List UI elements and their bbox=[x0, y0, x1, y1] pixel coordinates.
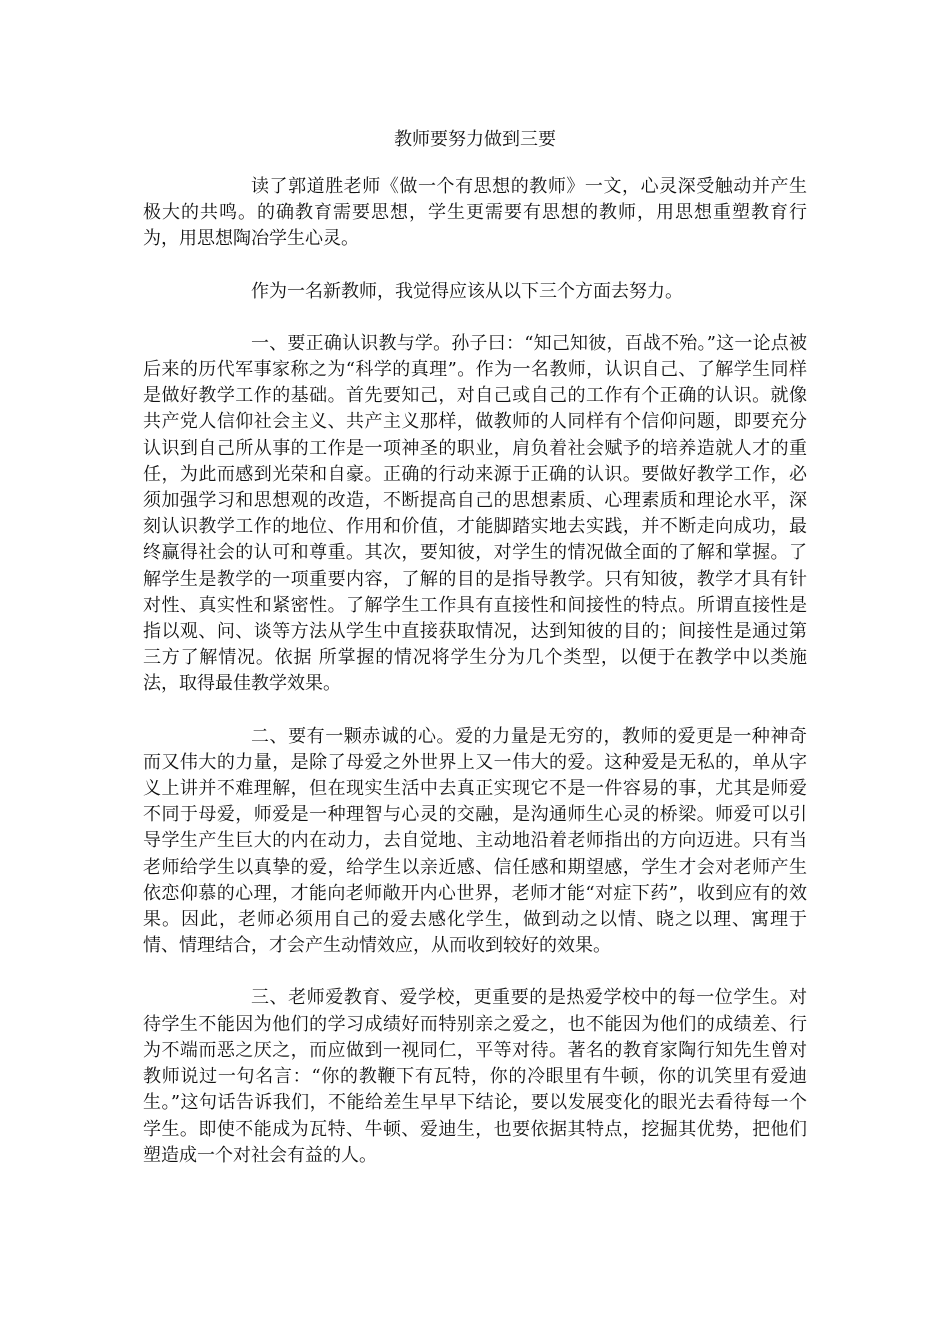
document-body bbox=[143, 174, 807, 1195]
paragraph-outline: 作为一名新教师，我觉得应该从以下三个方面去努力。 bbox=[251, 280, 683, 302]
paragraph-point-two: 二、要有一颗赤诚的心。爱的力量是无穷的，教师的爱更是一种神奇而又伟大的力量，是除了母爱之外世界上又一伟大的爱。这种爱是无私的，单从字义上讲并不难理解，但在现实生活中去真正实现它不是一件容易的事，尤其是师爱不同于母爱，师爱是一种理智与心灵的交融，是沟通师生心灵的桥梁。师爱可以引导学生产生巨大的内在动力，去自觉地、主动地沿着老师指出的方向迈进。只有当老师给学生以真挚的爱，给学生以亲近感、信任感和期望感，学生才会对老师产生依恋仰慕的心理，才能向老师敞开内心世界，老师才能“对症下药”，收到应有的效果。因此，老师必须用自己的爱去感化学生，做到动之以情、晓之以理、寓理于情、情理结合，才会产生动情效应，从而收到较好的效果。 bbox=[143, 725, 807, 957]
paragraph-point-one: 一、要正确认识教与学。孙子曰：“知己知彼，百战不殆。”这一论点被后来的历代军事家称之为“科学的真理”。作为一名教师，认识自己、了解学生同样是做好教学工作的基础。首先要知己，对自己或自己的工作有个正确的认识。就像共产党人信仰社会主义、共产主义那样，做教师的人同样有个信仰问题，即要充分认识到自己所从事的工作是一项神圣的职业，肩负着社会赋予的培养造就人才的重任，为此而感到光荣和自豪。正确的行动来源于正确的认识。要做好教学工作，必须加强学习和思想观的改造，不断提高自己的思想素质、心理素质和理论水平，深刻认识教学工作的地位、作用和价值，才能脚踏实地去实践，并不断走向成功，最终赢得社会的认可和尊重。其次，要知彼，对学生的情况做全面的了解和掌握。了解学生是教学的一项重要内容，了解的目的是指导教学。只有知彼，教学才具有针对性、真实性和紧密性。了解学生工作具有直接性和间接性的特点。所谓直接性是指以观、问、谈等方法从学生中直接获取情况，达到知彼的目的；间接性是通过第三方了解情况。依据 所掌握的情况将学生分为几个类型，以便于在教学中以类施法，取得最佳教学效果。 bbox=[143, 332, 807, 695]
paragraph-point-three: 三、老师爱教育、爱学校，更重要的是热爱学校中的每一位学生。对待学生不能因为他们的学习成绩好而特别亲之爱之，也不能因为他们的成绩差、行为不端而恶之厌之，而应做到一视同仁，平等对待。著名的教育家陶行知先生曾对教师说过一句名言：“你的教鞭下有瓦特，你的冷眼里有牛顿，你的讥笑里有爱迪生。”这句话告诉我们，不能给差生早早下结论，要以发展变化的眼光去看待每一个学生。即使不能成为瓦特、牛顿、爱迪生，也要依据其特点，挖掘其优势，把他们塑造成一个对社会有益的人。 bbox=[143, 987, 807, 1166]
paragraph-intro: 读了郭道胜老师《做一个有思想的教师》一文，心灵深受触动并产生极大的共鸣。的确教育需要思想，学生更需要有思想的教师，用思想重塑教育行为，用思想陶冶学生心灵。 bbox=[143, 176, 807, 250]
document-title: 教师要努力做到三要 bbox=[394, 129, 556, 150]
